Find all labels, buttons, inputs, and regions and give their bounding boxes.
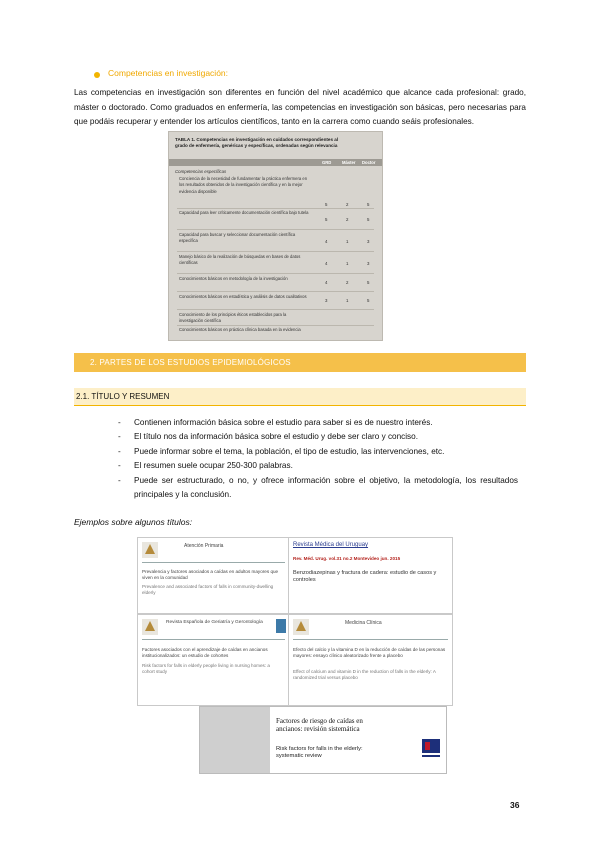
article-title-en: Prevalence and associated factors of falls in community-dwelling elderly (142, 584, 274, 595)
example-atencion-primaria (137, 537, 290, 614)
list-item: - El título nos da información básica sobre el estudio y debe ser claro y conciso. (118, 432, 418, 442)
table-row (169, 210, 382, 230)
row-divider (177, 273, 374, 274)
table-cell: 1 (346, 239, 349, 244)
table-row (169, 327, 382, 339)
list-item: - Puede ser estructurado, o no, y ofrece información sobre el objetivo, la metodología, los resultados principales y la conclusión. (118, 475, 518, 500)
table-row-label: Conciencia de la necesidad de fundamentar la práctica enfermera en los resultados obtenidos de la investigación científica y en la mejor evidencia disponible (179, 176, 308, 194)
bullet-list (118, 416, 518, 502)
row-divider (177, 325, 374, 326)
journal-cover (276, 619, 286, 633)
table-row (169, 276, 382, 292)
table-row (169, 254, 382, 274)
table-cell: 5 (367, 280, 370, 285)
elsevier-logo-icon (142, 619, 158, 635)
list-item: - El resumen suele ocupar 250-300 palabras. (118, 461, 293, 471)
table-row-label: Conocimientos básicos en estadística y análisis de datos cualitativos (179, 294, 307, 299)
example-revista-uruguay (288, 537, 453, 614)
article-title-es: Efecto del calcio y la vitamina D en la reducción de caídas de las personas mayores: ensayo clínico aleatorizado frente a placebo (293, 647, 446, 658)
left-panel (200, 707, 270, 773)
table-cell: 4 (325, 239, 328, 244)
elsevier-logo-icon (293, 619, 309, 635)
table-cell: 3 (325, 298, 328, 303)
competencias-paragraph: Las competencias en investigación son diferentes en función del nivel académico que alcance cada profesional: grado, máster o doctorado. Como graduados en enfermería, las competencias en investigación son básicas, pero necesarias para que podáis recuperar y entender los artículos científicos, tanto en la carrera como cuando seáis profesionales. (74, 88, 526, 127)
row-divider (177, 309, 374, 310)
table-cell: 5 (325, 217, 328, 222)
table-row (169, 232, 382, 252)
table-row-label: Manejo básico de la realización de búsquedas en bases de datos científicas (179, 254, 301, 266)
journal-name: Revista Española de Geriatría y Gerontología (166, 620, 263, 625)
article-title: Benzodiazepinas y fractura de cadera: estudio de casos y controles (293, 570, 437, 583)
row-divider (177, 251, 374, 252)
university-logo-icon (422, 739, 440, 759)
table-row (169, 176, 382, 208)
table-row-label: Conocimientos básicos en práctica clínica basada en la evidencia (179, 327, 301, 332)
list-item: - Puede informar sobre el tema, la población, el tipo de estudio, las intervenciones, etc. (118, 446, 445, 456)
row-divider (177, 291, 374, 292)
table-cell: 5 (367, 202, 370, 207)
table-header-row (169, 159, 382, 166)
journal-name: Revista Médica del Uruguay (293, 542, 369, 548)
table-col-header: GRD (322, 160, 332, 165)
table-cell: 2 (346, 217, 349, 222)
elsevier-logo-icon (142, 542, 158, 558)
table-title: TABLA 1. Competencias en investigación en cuidados correspondientes al grado de enfermería, genéricas y específicas, ordenadas según relevancia (175, 137, 339, 148)
table-cell: 5 (367, 298, 370, 303)
subsection-title: 2.1. TÍTULO Y RESUMEN (76, 392, 170, 401)
example-medicina-clinica (288, 614, 453, 706)
subsection-heading-band (74, 388, 526, 406)
article-title-es: Factores de riesgo de caídas en ancianos: revisión sistemática (276, 717, 363, 733)
table-cell: 5 (325, 202, 328, 207)
row-divider (177, 229, 374, 230)
table-row-label: Conocimientos básicos en metodología de la investigación (179, 276, 288, 281)
section-title: 2. PARTES DE LOS ESTUDIOS EPIDEMIOLÓGICOS (90, 358, 291, 367)
example-revision (199, 706, 447, 774)
table-row-label: Capacidad para buscar y seleccionar documentación científica específica (179, 232, 296, 244)
table-row (169, 294, 382, 310)
bullet-dot (94, 72, 100, 78)
table-row-label: Capacidad para leer críticamente documentación científica bajo tutela (179, 210, 309, 215)
section-heading-band (74, 353, 526, 372)
article-title-es: Prevalencia y factores asociados a caídas en adultos mayores que viven en la comunidad (142, 569, 279, 580)
table-cell: 3 (367, 239, 370, 244)
table-subheading: Competencias específicas (175, 169, 227, 174)
journal-name: Atención Primaria (184, 543, 224, 549)
article-title-en: Effect of calcium and vitamin D in the reduction of falls in the elderly: A randomized trial versus placebo (293, 669, 436, 680)
table-cell: 4 (325, 261, 328, 266)
competencias-heading: Competencias en investigación: (108, 68, 229, 78)
journal-issue: Rev. Méd. Urug. vol.31 no.2 Montevideo jun. 2015 (293, 556, 401, 561)
table-col-header: Máster (342, 160, 356, 165)
list-item: - Contienen información básica sobre el estudio para saber si es de nuestro interés. (118, 418, 433, 427)
table-row (169, 312, 382, 326)
table-cell: 2 (346, 202, 349, 207)
table-cell: 5 (367, 217, 370, 222)
journal-name: Medicina Clínica (345, 620, 382, 626)
article-title-en: Risk factors for falls in elderly people living in nursing homes: a cohort study (142, 663, 270, 674)
article-title-en: Risk factors for falls in the elderly: systematic review (276, 746, 363, 759)
page-number: 36 (510, 800, 520, 810)
table-cell: 4 (325, 280, 328, 285)
table-cell: 2 (346, 280, 349, 285)
table-cell: 1 (346, 298, 349, 303)
table-row-label: Conocimiento de los principios éticos establecidos para la investigación científica (179, 312, 287, 324)
article-title-es: Factores asociados con el aprendizaje de caídas en ancianos institucionalizados: un estudio de cohortes (142, 647, 268, 658)
table-cell: 1 (346, 261, 349, 266)
competencias-table (168, 131, 383, 341)
examples-label: Ejemplos sobre algunos títulos: (74, 517, 193, 527)
row-divider (177, 208, 374, 209)
example-geriatria (137, 614, 290, 706)
table-col-header: Doctor (362, 160, 376, 165)
table-cell: 3 (367, 261, 370, 266)
